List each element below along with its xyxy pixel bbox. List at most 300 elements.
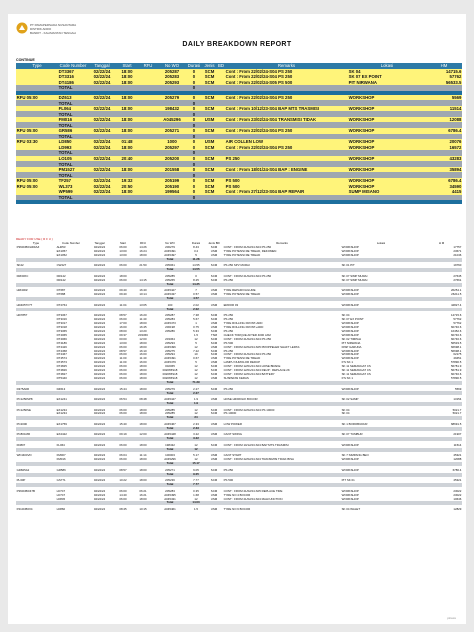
table-cell: 11514 [453,443,462,447]
column-header: Jenis [202,63,217,69]
table-cell: 08:00 [119,329,127,333]
table-cell: 45321 [453,479,462,483]
table-cell: 68691.5 [450,422,462,426]
table-cell: DT4467 [56,353,67,357]
table-cell: SCM [210,278,218,282]
table-cell: 1.5 [193,507,199,511]
table-cell: 01:48 [116,139,138,145]
table-cell: 56781.9 [450,365,462,369]
table-cell: 02/22/24 [88,117,116,123]
table-cell: WORKSHOP [341,289,359,293]
company-logo-icon [16,22,28,34]
table-cell: WORKSHOP [348,139,426,145]
table-cell: 02/22/24 [88,139,116,145]
table-cell: Cont : From 18/01/24-S04 BAP : ENGINE [225,167,348,173]
table-cell: 0 [186,172,202,178]
table-cell: ERROR 03 [223,303,239,307]
table-cell: 0 [186,95,202,101]
table-cell: 0 [186,178,202,184]
table-cell: 56698.1 [450,349,462,353]
table-cell [225,200,348,204]
table-cell: 12 [194,458,198,462]
table-cell: 0 [186,80,202,86]
table-cell: 18:00 [139,422,147,426]
table-cell: Cont : From 22/02/24-S05 PS 500 [225,80,348,86]
table-cell: 205283 [165,317,175,322]
table-cell: 02/22/24 [93,422,106,426]
table-cell: 26254.1 [450,289,462,293]
table-cell: HOSE HIDROLIK BOCOR [223,397,258,402]
table-cell: 18:00 [116,106,138,112]
table-cell: 0 [186,100,202,106]
table-cell: SCM [210,317,218,322]
table-cell: CONT : FROM 21/02/24-S04 MALFUNCTION [223,497,283,501]
table-cell: Total [153,268,187,272]
table-cell: GR586 [58,128,88,134]
table-cell [426,200,462,204]
table-cell: PS 10000 [223,412,237,416]
report-header [8,14,466,54]
table-cell: LO105 [58,156,88,162]
table-cell: 11:40 [139,317,147,322]
table-cell: 62175 [453,353,462,357]
table-cell: Total [153,297,187,301]
table-cell: WORKSHOP [341,321,359,325]
table-cell: EX1057 [56,249,67,253]
table-cell: WORKSHOP [341,303,359,307]
table-cell: FL064 [58,106,88,112]
table-cell: SCM [202,69,217,75]
table-cell: Total [153,448,187,452]
table-cell: 13154 [453,397,462,402]
table-cell: A045491 [164,249,176,253]
table-cell: 002065S18 [162,377,178,381]
table-cell: 02/22/24 [93,333,106,337]
table-cell: DISP GARUDA [341,345,362,349]
table-cell: 13:00 [119,253,127,257]
table-cell: 11:00 [119,361,127,365]
company-line: DISTRIK ADRO [30,27,52,31]
table-cell: TYRE POTENSI RE TREAD, REKOMEN [223,249,277,253]
table-cell: 34590 [426,183,462,189]
table-cell: 002065 [165,365,175,369]
table-cell: 002065S18 [162,369,178,373]
table-cell: 06:00 [119,317,127,322]
table-cell: 7 [195,289,197,293]
table-cell: 26211.5 [451,293,462,297]
table-cell: 08:57 [119,314,127,318]
footer-mark: pinusx [447,616,456,620]
table-cell: 02/22/24 [93,264,106,268]
table-cell: 10:22 [119,479,127,483]
table-cell: 205287 [158,69,186,75]
table-cell: TYRE POTENSI RE TREAD [223,357,261,361]
table-cell: SUMP MISANO [348,189,426,195]
table-cell: 02/22/24 [93,412,106,416]
table-cell: 02/22/24 [93,314,106,318]
table-cell: SCM [210,245,218,249]
column-header: Lokasi [341,242,421,246]
table-cell: 02/22/24 [93,387,106,391]
table-cell: 18:00 [139,479,147,483]
table-cell: P360CB6/47B [16,489,35,493]
table-cell: 18:00 [139,443,147,447]
table-cell: SCM [202,167,217,173]
table-cell: USM [210,321,218,325]
table-cell: 14:40 [119,493,127,497]
table-cell: 16:00 [139,353,147,357]
table-cell: SCM [210,443,218,447]
table-cell: 205294 [165,353,175,357]
table-cell: DT4825 [56,365,67,369]
table-cell: SK 02 SAMP [341,397,359,402]
table-cell: 06:04 [119,454,127,458]
table-cell: 02/22/24 [93,397,106,402]
table-cell: 60746.6 [450,333,462,337]
table-cell: 2.33 [193,422,199,426]
table-cell: HM400Z [16,289,28,293]
table-cell: 9.05 [187,473,205,477]
table-cell: 205286 [165,329,175,333]
table-cell: 23022 [453,489,462,493]
table-cell: SK 07 EX POINT [348,74,426,80]
table-cell: 201558 [158,167,186,173]
table-cell: 18:00 [116,117,138,123]
table-cell: 06:54 [119,397,127,402]
table-cell: PC800-8R [16,433,31,437]
table-cell: AH053 [56,245,66,249]
table-cell: 0.35 [193,489,199,493]
table-cell: 08:57 [119,349,127,353]
table-cell: SK 04 [341,408,350,412]
table-cell: WL373 [58,183,88,189]
table-cell: 02/22/24 [88,167,116,173]
table-cell: Total [153,483,187,487]
table-cell: USM [202,139,217,145]
table-cell: Total [153,462,187,466]
table-cell: LD993 [58,145,88,151]
table-cell: 18:00 [139,365,147,369]
table-cell [116,200,138,204]
table-cell: TOTAL [58,134,88,140]
table-cell: A045461 [164,507,176,511]
table-cell: 18:00 [139,458,147,462]
table-cell: 18:00 [116,145,138,151]
table-cell: PIT SK 01 [341,479,355,483]
column-header: Durasi [187,242,205,246]
table-cell: 02/22/24 [93,408,106,412]
table-cell: 12 [194,443,198,447]
table-cell: 02/22/24 [93,479,106,483]
column-header: Lokasi [348,63,426,69]
table-cell: 8.43 [193,245,199,249]
table-cell: 14715.6 [426,69,462,75]
table-cell: DT3318 [56,325,67,329]
table-cell [217,200,225,204]
table-cell: 16:20 [139,314,147,318]
table-cell: SCM [202,183,217,189]
table-cell: EX1759 [56,422,67,426]
table-cell: 02/22/24 [93,293,106,297]
table-cell: CONT : FROM 21/02/24-S04 PS 250 [223,337,272,341]
column-header: RFU [133,242,153,246]
table-cell: 18:00 [139,387,147,391]
table-cell: 206198 [165,325,175,329]
table-row [16,508,462,512]
table-cell: 09:40 [119,293,127,297]
table-cell: 13:00 [119,341,127,345]
table-cell: WORKSHOP [341,357,359,361]
table-cell: 11514 [426,106,462,112]
table-cell: PS 500 [225,183,348,189]
table-cell: 12 [194,337,198,341]
table-cell: 18:00 [139,369,147,373]
table-cell: 08:48 [139,397,147,402]
table-cell: TYRE REPAIR FAILURE [223,289,256,293]
table-cell: TOTAL [58,161,88,167]
table-cell: CONT : FROM 22/02/24-S04 PS 10000 [223,408,275,412]
column-header: Code Number [59,63,87,69]
table-cell: SCM [210,274,218,278]
table-cell: 14.55 [187,268,205,272]
table-cell: 18:00 [139,468,147,472]
table-cell: Total [153,501,187,505]
table-cell: 02/22/24 [93,349,106,353]
table-cell: 198432 [165,443,175,447]
table-cell: CONT : FROM 22/02/24-S05 PROPPELER SHAFT LEPAS [223,345,300,349]
table-cell: 205283 [165,489,175,493]
table-cell: 205190 [158,183,186,189]
table-cell: 205279 [165,387,175,391]
table-cell: 02/22/24 [93,353,106,357]
column-header: Jenis BD [205,242,223,246]
table-cell: Total [153,473,187,477]
table-cell: SK 7 SIMPANG BEO [341,454,369,458]
table-cell: P360CB6/HDFAZ [16,245,40,249]
table-cell [138,200,158,204]
table-cell: 02/22/24 [88,156,116,162]
table-cell: 02/22/24 [93,245,106,249]
table-cell: RFU 05:00 [16,95,58,101]
table-cell: 17757 [453,245,462,249]
table-cell: LD845 [56,497,66,501]
table-cell: Cont : From 27/12/23-S04 BAP REPAIR [225,189,348,195]
table-cell: Total [153,381,187,385]
table-cell: SCM [210,489,218,493]
table-cell: 02/22/24 [93,325,106,329]
table-cell: DZ613 [58,95,88,101]
table-cell: 3.4 [193,249,199,253]
column-header: Start [116,63,138,69]
table-cell: 0 [186,69,202,75]
table-cell: 205287 [165,314,175,318]
table-cell: DM30XC [16,274,29,278]
table-cell: 02/22/24 [93,289,106,293]
table-cell: 4.57 [187,297,205,301]
table-cell: SK 04 WALET [341,507,361,511]
table-cell: 21046 [453,253,462,257]
table-cell: SCM [210,387,218,391]
table-cell: 18:00 [139,373,147,377]
table-cell: 0 [186,161,202,167]
table-cell: TOTAL [58,150,88,156]
table-cell: 18:00 [116,189,138,195]
table-cell: 60746.6 [450,337,462,341]
table-cell: 18:00 [116,128,138,134]
table-cell: 02/22/24 [93,278,106,282]
table-cell: DT3365 [56,329,67,333]
table-cell: USM [210,249,218,253]
table-cell: CANT SWING [223,433,243,437]
table-cell: WORKSHOP [348,178,426,184]
column-header: Code Number [56,242,86,246]
table-cell: Total [153,416,187,420]
table-cell: 06:00 [119,278,127,282]
table-cell: USM [210,325,218,329]
table-cell: 24 [187,416,205,420]
table-cell: SUSPENSI KERAS [223,377,249,381]
table-cell: WORKSHOP [348,145,426,151]
table-cell: TSM [210,333,218,337]
table-cell: 5.67 [193,317,199,322]
table-cell: SCM [210,264,218,268]
table-cell: 16:00 [139,361,147,365]
table-cell: Cont : From 22/02/24-S04 PS 250 [225,69,348,75]
table-cell: SK 11 SEMANGAT CS [341,373,371,377]
table-cell: 10646 [453,497,462,501]
table-cell: 198432 [158,106,186,112]
table-cell: 06:00 [119,443,127,447]
table-cell: DR142 [56,274,66,278]
table-cell: 02/22/24 [88,106,116,112]
table-cell: 5.33 [193,329,199,333]
column-header: Remarks [225,63,348,69]
table-cell: 27661 [453,278,462,282]
table-cell: CONT : FROM 21/02/24-S05 REPLACE TIRE [223,489,283,493]
table-cell: CONT : FROM 21/02/24-S04 PS 250 [223,274,272,278]
table-cell [16,200,58,204]
table-cell: PS 250 [223,349,234,353]
table-cell: WORKSHOP [341,249,359,253]
report-title: DAILY BREAKDOWN REPORT [182,41,292,48]
continue-table [16,63,462,204]
table-cell: CHECK TORQUE AFTER 4000 JAM [223,333,271,337]
table-cell: 5569 [454,387,462,391]
table-cell: 16:00 [119,325,127,329]
table-cell: SCM [210,337,218,341]
table-cell: 02/22/24 [93,377,106,381]
table-cell: 0 [186,189,202,195]
table-cell: 02/22/24 [88,145,116,151]
table-cell: 6786.4 [426,178,462,184]
table-cell: 02/22/24 [93,303,106,307]
table-cell: 205275 [165,349,175,353]
table-cell: PS 250 [225,156,348,162]
table-cell: 02/22/24 [93,507,106,511]
table-cell: 43283 [426,156,462,162]
table-cell: DT4573 [56,361,67,365]
table-cell: AIR COLLEN LOW [225,139,348,145]
table-cell: GR586 [56,468,66,472]
table-cell: WORKSHOP [348,95,426,101]
table-cell: TYRE POTENSI RE TREAD [223,253,261,257]
table-cell: GD825A2 [16,468,30,472]
table-cell: SCM [202,95,217,101]
table-cell: USM [210,293,218,297]
table-cell: DT688 [56,293,66,297]
table-cell: 10:15 [139,507,147,511]
table-cell: RFU 05:00 [16,128,58,134]
table-cell: 02/22/24 [93,337,106,341]
table-cell: TYRE ROLLING FRONT+ADD [223,325,264,329]
table-cell: 7.38 [193,314,199,318]
table-cell: 08:45 [119,507,127,511]
table-cell: PM1527 [58,167,88,173]
table-cell: 56781.9 [450,369,462,373]
table-cell: CW427 [56,264,67,268]
table-cell [202,200,217,204]
table-cell: LOW POWER [223,422,242,426]
table-cell: USM [210,433,218,437]
table-cell: FD807 [16,443,26,447]
table-cell: 0 [186,183,202,189]
table-cell: PS 250 [223,387,234,391]
table-cell: SCM [202,106,217,112]
column-header: Start [113,242,133,246]
table-cell: 66698.1 [450,345,462,349]
table-cell: SCM [210,369,218,373]
column-header: HM [426,63,462,69]
table-cell: 27645 [453,274,462,278]
table-cell: DT5440 [56,377,67,381]
table-cell: WORKSHOP [341,458,359,462]
table-cell: LAMPU NUMOLOR REDUP [223,361,261,365]
table-cell: CONT : FROM 21/02/24-S04 PS 250 [223,245,272,249]
table-cell: DT3316 [56,317,67,322]
table-cell: A045296 [164,458,176,462]
table-cell: 14.35 [187,283,205,287]
table-cell: DT3367 [58,69,88,75]
table-cell: 205279 [158,95,186,101]
table-cell: 205271 [158,128,186,134]
table-cell: 02/22/24 [88,80,116,86]
table-cell: 44827.4 [450,303,462,307]
table-cell [58,200,88,204]
table-cell: 06:00 [119,353,127,357]
column-header: Tanggal [86,242,113,246]
column-header: No WO [153,242,187,246]
table-cell: HD785? [16,314,28,318]
table-cell: 3.22 [193,433,199,437]
table-cell: LD747 [56,493,66,497]
table-cell: USM [210,507,218,511]
rfu-table [16,242,462,512]
report-page [8,14,466,624]
table-cell: 02/22/24 [93,329,106,333]
table-cell: SCM [210,468,218,472]
table-cell: 1.68 [193,493,199,497]
table-cell: A045497 [164,253,176,257]
company-info [30,23,76,35]
table-cell: USM [202,117,217,123]
table-cell: 205265 [165,278,175,282]
table-cell: 4415 [426,189,462,195]
table-cell: P.S SK 1 [341,361,353,365]
table-cell: 15.17 [187,462,205,466]
table-cell: Total [153,258,187,262]
table-cell: TF257 [58,178,88,184]
table-cell: 08:57 [119,468,127,472]
